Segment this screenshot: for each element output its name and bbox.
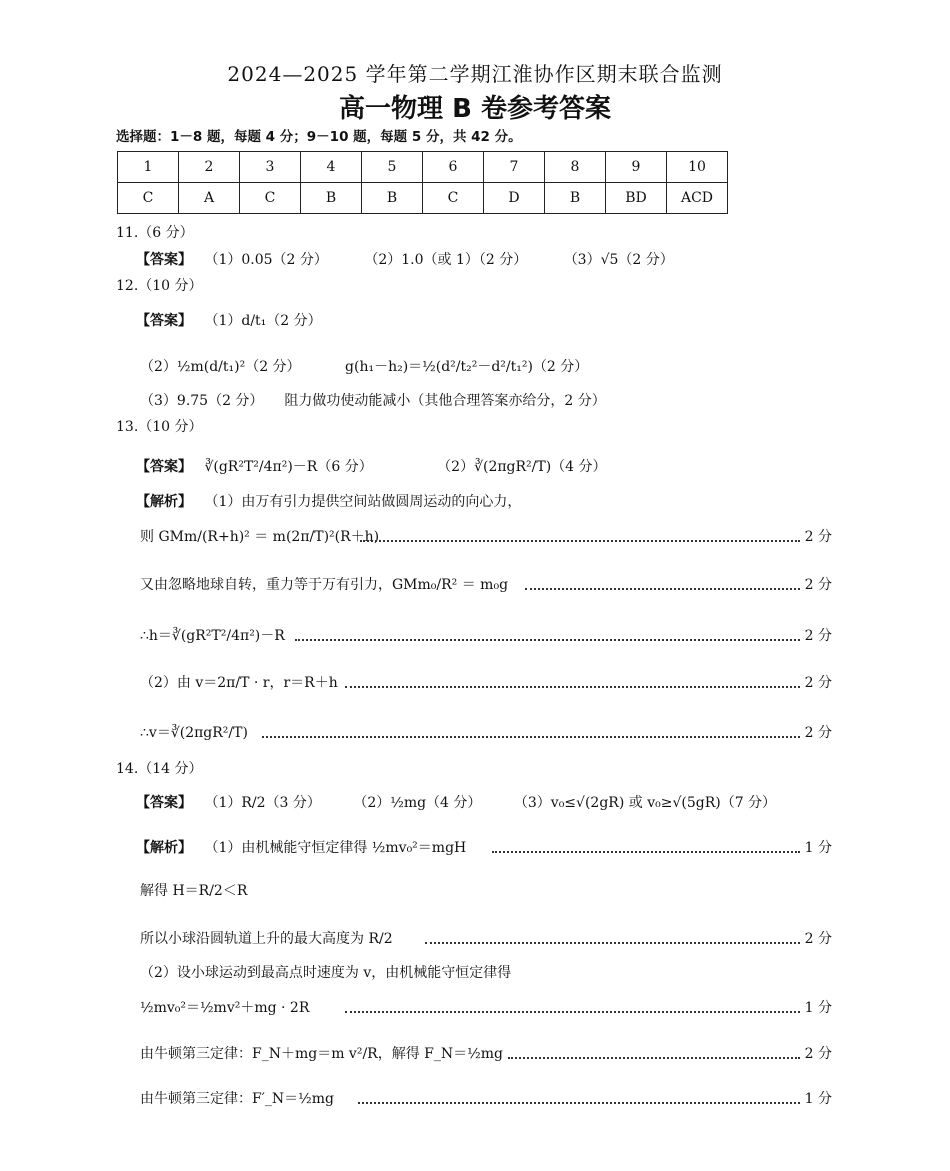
leader-dots (425, 942, 800, 944)
q13-step-2: 又由忽略地球自转，重力等于万有引力，GMm₀/R² ＝ m₀g (140, 577, 509, 593)
q14-answer-line (136, 792, 776, 812)
leader-dots (525, 588, 800, 590)
q14-step-2: 解得 H＝R/2＜R (140, 883, 248, 899)
q11-answer-2: （2）1.0（或 1）（2 分） (364, 252, 528, 268)
q12-answer-line-1 (136, 310, 322, 330)
table-cell: 5 (362, 152, 423, 183)
q13-points-5: 2 分 (804, 725, 832, 741)
q11-answer-3: （3）√5（2 分） (563, 252, 674, 268)
q14-step-4: （2）设小球运动到最高点时速度为 v，由机械能守恒定律得 (140, 965, 512, 981)
answer-label: 【答案】 (136, 252, 192, 268)
q13-heading: 13.（10 分） (116, 419, 203, 435)
leader-dots (508, 1057, 800, 1059)
document-title: 2024—2025 学年第二学期江淮协作区期末联合监测 (227, 62, 723, 86)
table-cell: B (362, 183, 423, 214)
q11-answer-line (136, 249, 674, 269)
leader-dots (358, 1102, 800, 1104)
q13-points-1: 2 分 (804, 529, 832, 545)
table-cell: ACD (667, 183, 728, 214)
q13-step-5: ∴v＝∛(2πgR²/T) (140, 725, 248, 741)
q12-heading: 12.（10 分） (116, 278, 203, 294)
table-cell: 1 (118, 152, 179, 183)
q13-points-3: 2 分 (804, 628, 832, 644)
q13-step-1: 则 GMm/(R+h)² ＝ m(2π/T)²(R＋h) (140, 529, 380, 545)
table-cell: 9 (606, 152, 667, 183)
leader-dots (360, 540, 800, 542)
analysis-label: 【解析】 (136, 494, 192, 510)
table-cell: B (545, 183, 606, 214)
q14-points-4: 2 分 (804, 1046, 832, 1062)
q14-step-7: 由牛顿第三定律：F′_N＝½mg (140, 1091, 334, 1107)
q14-points-5: 1 分 (804, 1091, 832, 1107)
q14-answer-1: （1）R/2（3 分） (204, 795, 321, 811)
q11-answer-1: （1）0.05（2 分） (204, 252, 328, 268)
q12-answer-3: （3）9.75（2 分） 阻力做功使动能减小（其他合理答案亦给分，2 分） (140, 393, 606, 409)
q13-answer-2: （2）∛(2πgR²/T)（4 分） (437, 459, 607, 475)
q14-analysis-line-1 (136, 837, 466, 857)
q12-answer-2b: g(h₁－h₂)＝½(d²/t₂²－d²/t₁²)（2 分） (345, 359, 589, 375)
table-cell: 2 (179, 152, 240, 183)
leader-dots (345, 1011, 800, 1013)
table-cell: 10 (667, 152, 728, 183)
choice-answer-table (117, 151, 728, 214)
table-row-numbers (118, 152, 728, 183)
table-cell: C (240, 183, 301, 214)
table-cell: D (484, 183, 545, 214)
table-cell: B (301, 183, 362, 214)
leader-dots (295, 639, 800, 641)
q13-analysis-intro-text: （1）由万有引力提供空间站做圆周运动的向心力， (204, 494, 522, 510)
document-subtitle: 高一物理 B 卷参考答案 (339, 94, 611, 124)
choice-intro: 选择题：1－8 题，每题 4 分；9－10 题，每题 5 分，共 42 分。 (116, 129, 522, 145)
q13-points-2: 2 分 (804, 577, 832, 593)
q14-heading: 14.（14 分） (116, 761, 203, 777)
table-cell: 7 (484, 152, 545, 183)
leader-dots (345, 686, 800, 688)
q14-points-3: 1 分 (804, 1000, 832, 1016)
q11-heading: 11.（6 分） (116, 225, 194, 241)
table-cell: 6 (423, 152, 484, 183)
answer-label: 【答案】 (136, 795, 192, 811)
q14-points-2: 2 分 (804, 931, 832, 947)
table-cell: 8 (545, 152, 606, 183)
table-cell: C (423, 183, 484, 214)
q13-analysis-intro (136, 491, 521, 511)
q13-answer-line (136, 456, 607, 476)
q14-step-3: 所以小球沿圆轨道上升的最大高度为 R/2 (140, 931, 393, 947)
q14-step-6: 由牛顿第三定律：F_N＋mg＝m v²/R，解得 F_N＝½mg (140, 1046, 503, 1062)
leader-dots (262, 736, 800, 738)
q14-step-1: （1）由机械能守恒定律得 ½mv₀²＝mgH (204, 840, 467, 856)
leader-dots (492, 851, 800, 853)
q12-answer-line-2 (140, 356, 588, 376)
answer-label: 【答案】 (136, 459, 192, 475)
q14-step-5: ½mv₀²＝½mv²＋mg · 2R (140, 1000, 310, 1016)
q14-points-1: 1 分 (804, 840, 832, 856)
q14-answer-2: （2）½mg（4 分） (353, 795, 482, 811)
table-cell: 3 (240, 152, 301, 183)
q13-step-4: （2）由 v＝2π/T · r，r＝R＋h (140, 675, 338, 691)
table-row-answers (118, 183, 728, 214)
q12-answer-2a: （2）½m(d/t₁)²（2 分） (140, 359, 301, 375)
table-cell: C (118, 183, 179, 214)
q13-points-4: 2 分 (804, 675, 832, 691)
q14-answer-3: （3）v₀≤√(2gR) 或 v₀≥√(5gR)（7 分） (513, 795, 777, 811)
q13-answer-1: ∛(gR²T²/4π²)－R（6 分） (204, 459, 373, 475)
analysis-label: 【解析】 (136, 840, 192, 856)
table-cell: 4 (301, 152, 362, 183)
answer-label: 【答案】 (136, 313, 192, 329)
q12-answer-1: （1）d/t₁（2 分） (204, 313, 322, 329)
table-cell: BD (606, 183, 667, 214)
table-cell: A (179, 183, 240, 214)
q13-step-3: ∴h＝∛(gR²T²/4π²)－R (140, 628, 285, 644)
